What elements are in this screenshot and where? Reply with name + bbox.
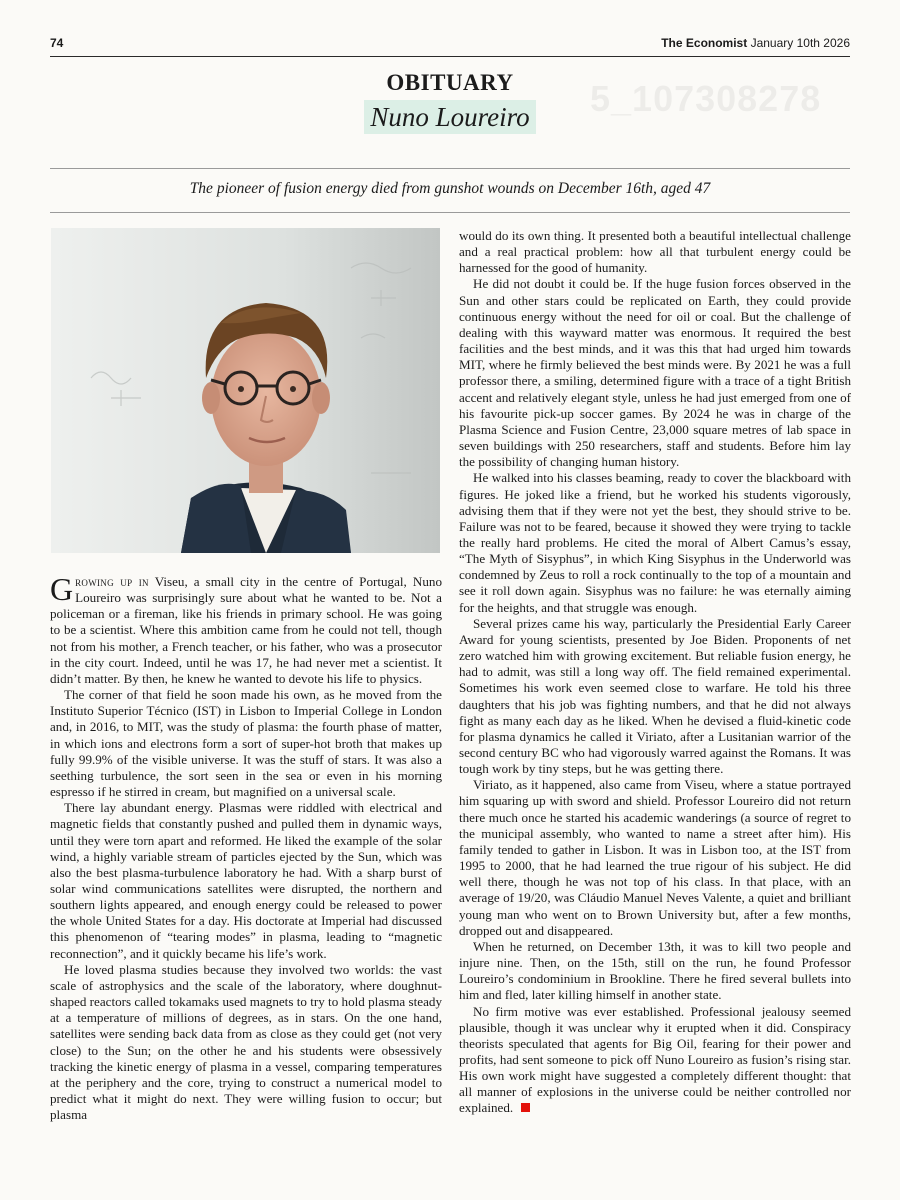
article-column-left [50,571,442,1123]
rubric-rule-top [50,168,850,169]
subject-name: Nuno Loureiro [364,100,535,134]
publication-name: The Economist [661,36,748,50]
paragraph-8: Viriato, as it happened, also came from Viseu, where a statue portrayed him squaring up with sword and shield. Professor Loureiro did not return there much once he started his academic wanderings (a source of regret to the municipal assembly, who wanted to name a street after him). His family tended to gather in Lisbon. It was in Lisbon too, at the IST from 1995 to 2000, that he had learned the true rigour of his subject. He did well there, though he was not top of his class. In that place, with an average of 19/20, was Cláudio Manuel Neves Valente, a quiet and brilliant young man who went on to Brown University but, after a few months, dropped out and disappeared. [459,777,851,938]
paragraph-4: He loved plasma studies because they involved two worlds: the vast scale of astrophysics and the scale of the laboratory, where doughnut-shaped reactors called tokamaks used magnets to try to hold plasma steady at a temperature of millions of degrees, as in stars. On the one hand, satellites were sending back data from as close as they could get (not very close) to the Sun; on the other he and his students were obsessively tracking the kinetic energy of plasma in a vessel, comparing temperatures at the periphery and the core, trying to construct a numerical model to predict what it might do next. They were willing fusion to occur; but plasma [50,961,442,1123]
rubric-rule-bottom [50,212,850,213]
issue-date: January 10th 2026 [750,36,850,50]
portrait-illustration [51,228,440,553]
masthead [661,36,850,50]
paragraph-1 [50,571,442,687]
watermark-id: 5_107308278 [590,78,822,119]
paragraph-9: When he returned, on December 13th, it was to kill two people and injure nine. Then, on the 15th, still on the run, he found Professor Loureiro’s condominium in Brookline. There he fired several bullets into him and fled, later killing himself in another state. [459,938,851,1003]
portrait-photo [51,228,440,553]
drop-cap: G [50,571,74,607]
article-column-right [459,228,851,1117]
paragraph-5: He did not doubt it could be. If the huge fusion forces observed in the Sun and other stars could be replicated on Earth, they could provide continuous energy without the need for oil or coal. But the challenge of dealing with this wayward matter was enormous. It required the best facilities and the best minds, and it was this that had urged him towards MIT, where he firmly believed the best minds were. By 2021 he was a full professor there, a smiling, determined figure with a trace of a tight British accent and relatively elegant style, unless he had just emerged from one of his favourite pick-up soccer games. By 2024 he was in charge of the Plasma Science and Fusion Centre, 23,000 square metres of lab space in seven buildings with 250 researchers, staff and students. Before him lay the possibility of changing human history. [459,276,851,470]
rubric: The pioneer of fusion energy died from gunshot wounds on December 16th, aged 47 [189,180,711,197]
paragraph-10 [459,1004,851,1117]
page-header [50,36,850,52]
paragraph-10-text: No firm motive was ever established. Professional jealousy seemed plausible, though it was unclear why it erupted when it did. Conspiracy theorists speculated that agents for Big Oil, fearing for their power and profits, had sent someone to pick off Nuno Loureiro as fusion’s rising star. His own work might have suggested a completely different thought: that all manner of explosions in the universe could be neither controlled nor explained. [459,1003,851,1116]
paragraph-2: The corner of that field he soon made his own, as he moved from the Instituto Superior Técnico (IST) in Lisbon to Imperial College in London and, in 2016, to MIT, was the study of plasma: the fourth phase of matter, in which ions and electrons form a sort of super-hot broth that makes up fully 99.9% of the visible universe. It was the stuff of stars. It was also a seething turbulence, the sort seen in the sea or even in his morning espresso if he stirred in cream, but magnified on a universal scale. [50,687,442,800]
paragraph-3: There lay abundant energy. Plasmas were riddled with electrical and magnetic fields that constantly pushed and pulled them in dynamic ways, until they were torn apart and reformed. He liked the example of the solar wind, a highly variable stream of particles ejected by the Sun, which was also the best plasma-turbulence laboratory he had. With a sharp burst of solar wind communications satellites were disrupted, the northern and southern lights appeared, and enough energy could be released to power the whole United States for a day. His doctorate at Imperial had discussed this phenomenon of “tearing modes” in plasma, leading to “magnetic reconnection”, and it quickly became his life’s work. [50,800,442,961]
page-number: 74 [50,36,64,50]
section-title: OBITUARY [386,70,514,95]
paragraph-4-continued: would do its own thing. It presented both a beautiful intellectual challenge and a real practical problem: how all that turbulent energy could be harnessed for the good of humanity. [459,228,851,276]
subject-name-wrap [0,100,900,134]
paragraph-1-text: Viseu, a small city in the centre of Portugal, Nuno Loureiro was surprisingly sure about what he wanted to be. Not a policeman or a fireman, like his friends in primary school. He was going to be a scientist. Where this ambition came from he could not tell, though not from his mother, a French teacher, or his father, who was a prosecutor in the city court. Indeed, until he was 17, he had never met a scientist. It didn’t matter. By then, he knew he wanted to devote his life to physics. [50,574,442,686]
header-rule [50,56,850,57]
paragraph-6: He walked into his classes beaming, ready to cover the blackboard with figures. He joked like a friend, but he worked his students vigorously, advising them that if they were not yet the best, they should strive to be. Failure was not to be feared, because it showed they were trying to tackle the really hard problems. He cited the moral of Albert Camus’s essay, “The Myth of Sisyphus”, in which King Sisyphus in the Underworld was condemned by Zeus to roll a rock continually to the top of a mountain and see it roll down again. Sisyphus was no failure: he was eternally aiming for the heights, and that struggle was enough. [459,470,851,615]
lead-in: rowing up in [75,574,149,589]
end-mark-icon [521,1103,530,1112]
paragraph-7: Several prizes came his way, particularly the Presidential Early Career Award for young scientists, presented by Joe Biden. Proponents of net zero watched him with growing excitement. But reliable fusion energy, he had to admit, was still a long way off. The field remained experimental. Sometimes his work even seemed close to warfare. He told his three daughters that his job was fighting numbers, and that he did not always fight as many each day as he liked. When he devised a fluid-kinetic code for plasma dynamics he called it Viriato, after a Lusitanian warrior of the second century BC who had vigorously warred against the Romans. It was tough work by tiny steps, but he was getting there. [459,615,851,777]
